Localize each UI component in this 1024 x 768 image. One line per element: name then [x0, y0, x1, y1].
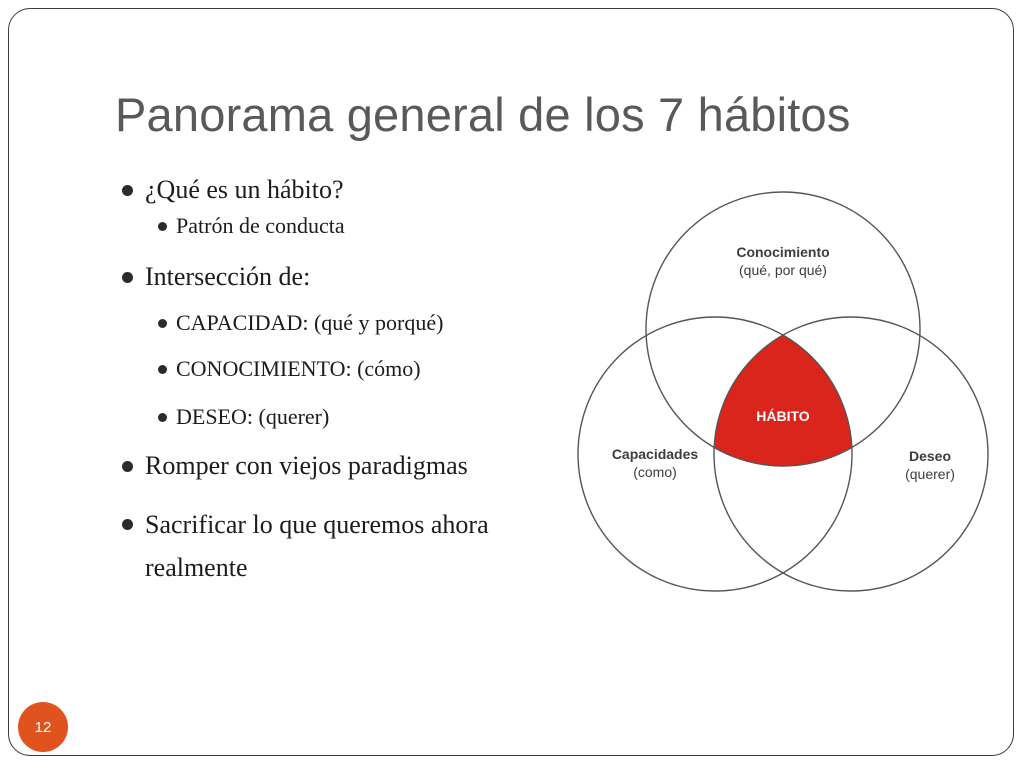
label-deseo: Deseo — [908, 448, 952, 464]
bullet-text: Patrón de conducta — [176, 213, 345, 238]
label-conocimiento: Conocimiento — [736, 244, 830, 260]
sub-bullet-item — [109, 404, 609, 430]
label-capacidades: Capacidades — [611, 446, 699, 462]
bullet-item — [109, 503, 565, 589]
bullet-dot-icon — [122, 519, 133, 530]
bullet-dot-icon — [122, 272, 133, 283]
bullet-text: CAPACIDAD: (qué y porqué) — [176, 310, 444, 335]
sublabel-capacidades: (como) — [633, 464, 677, 480]
bullet-dot-icon — [158, 319, 167, 328]
sublabel-deseo: (querer) — [905, 466, 955, 482]
sub-bullet-item — [109, 356, 609, 382]
slide-title: Panorama general de los 7 hábitos — [115, 88, 851, 141]
sub-bullet-item — [109, 213, 609, 239]
slide — [8, 8, 1014, 756]
bullet-item — [109, 174, 609, 205]
bullet-text: ¿Qué es un hábito? — [145, 175, 344, 204]
bullet-dot-icon — [122, 185, 133, 196]
bullet-dot-icon — [158, 365, 167, 374]
sublabel-conocimiento: (qué, por qué) — [739, 262, 827, 278]
bullet-dot-icon — [158, 413, 167, 422]
venn-diagram — [575, 181, 1005, 611]
bullet-dot-icon — [122, 461, 133, 472]
bullet-dot-icon — [158, 222, 167, 231]
bullet-text: CONOCIMIENTO: (cómo) — [176, 356, 421, 381]
bullet-text: DESEO: (querer) — [176, 404, 330, 429]
bullet-item — [109, 261, 609, 292]
label-habito: HÁBITO — [756, 408, 810, 424]
bullet-text: Sacrificar lo que queremos ahora realmente — [145, 510, 489, 582]
bullet-list — [109, 174, 609, 589]
bullet-text: Romper con viejos paradigmas — [145, 451, 468, 480]
bullet-text: Intersección de: — [145, 262, 311, 291]
bullet-item — [109, 450, 609, 481]
page-number-badge: 12 — [18, 702, 68, 752]
sub-bullet-item — [109, 310, 609, 336]
